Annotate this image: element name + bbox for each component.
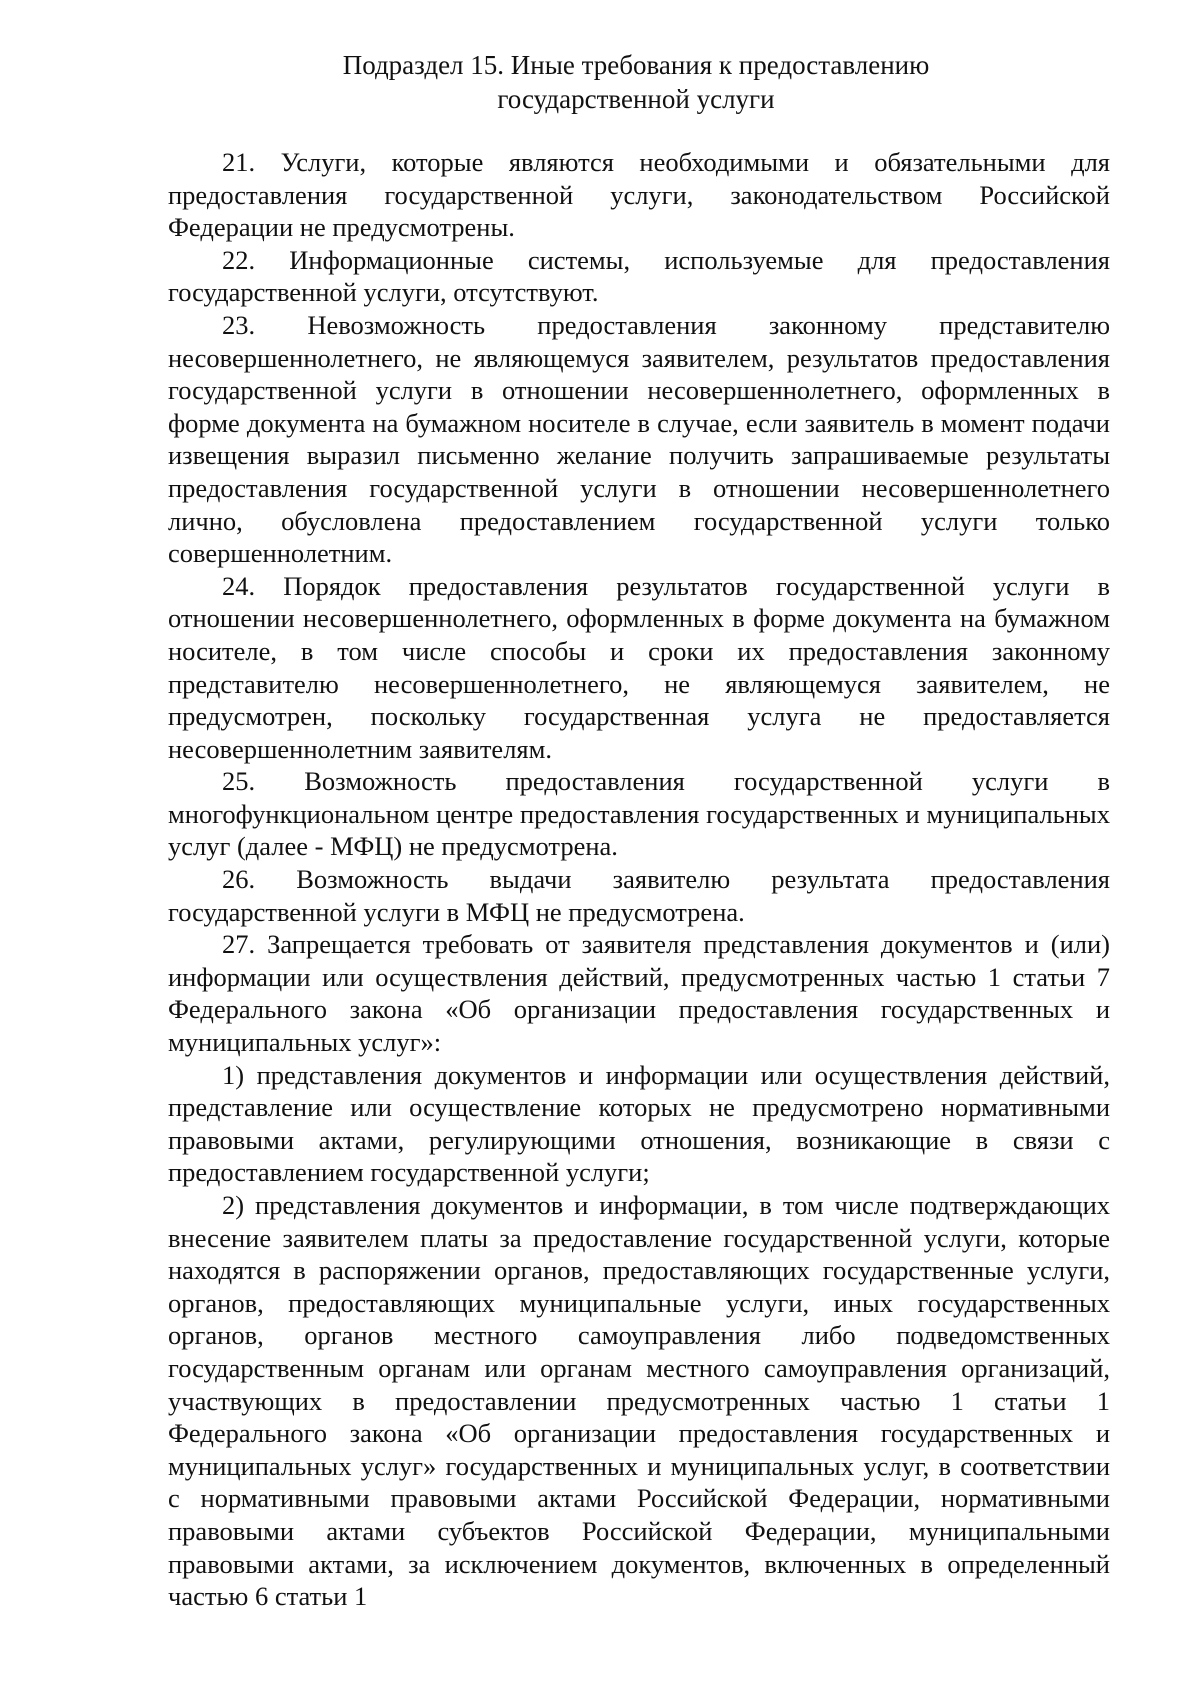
paragraph-26: 26. Возможность выдачи заявителю результата предоставления государственной услуги в МФЦ не предусмотрена. xyxy=(168,864,1110,927)
paragraph-22: 22. Информационные системы, используемые для предоставления государственной услуги, отсутствуют. xyxy=(168,244,1110,308)
section-heading-line-2: государственной услуги xyxy=(497,84,775,114)
paragraph-24: 24. Порядок предоставления результатов государственной услуги в отношении несовершеннолетнего, оформленных в форме документа на бумажном носителе, в том числе способы и сроки их предоставления законному представителю несовершеннолетнего, не являющемуся заявителем, не предусмотрен, поскольку государственная услуга не предоставляется несовершеннолетним заявителям. xyxy=(168,570,1110,764)
paragraph-21: 21. Услуги, которые являются необходимыми и обязательными для предоставления государственной услуги, законодательством Российской Федерации не предусмотрены. xyxy=(168,147,1110,243)
list-item-1: 1) представления документов и информации или осуществления действий, представление или осуществление которых не предусмотрено нормативными правовыми актами, регулирующими отношения, возникающие в связи с предоставлением государственной услуги; xyxy=(168,1059,1110,1188)
paragraph-27: 27. Запрещается требовать от заявителя представления документов и (или) информации или осуществления действий, предусмотренных частью 1 статьи 7 Федерального закона «Об организации предоставления государственных и муниципальных услуг»: xyxy=(168,929,1110,1058)
document-body xyxy=(168,146,1110,1613)
section-heading-line-1: Подраздел 15. Иные требования к предоставлению xyxy=(342,50,930,80)
paragraph-23: 23. Невозможность предоставления законному представителю несовершеннолетнего, не являющемуся заявителем, результатов предоставления государственной услуги в отношении несовершеннолетнего, оформленных в форме документа на бумажном носителе в случае, если заявитель в момент подачи извещения выразил письменно желание получить запрашиваемые результаты предоставления государственной услуги в отношении несовершеннолетнего лично, обусловлена предоставлением государственной услуги только совершеннолетним. xyxy=(168,309,1110,569)
section-heading xyxy=(168,48,1104,116)
list-item-2: 2) представления документов и информации, в том числе подтверждающих внесение заявителем платы за предоставление государственной услуги, которые находятся в распоряжении органов, предоставляющих государственные услуги, органов, предоставляющих муниципальные услуги, иных государственных органов, органов местного самоуправления либо подведомственных государственным органам или органам местного самоуправления организаций, участвующих в предоставлении предусмотренных частью 1 статьи 1 Федерального закона «Об организации предоставления государственных и муниципальных услуг» государственных и муниципальных услуг, в соответствии с нормативными правовыми актами Российской Федерации, нормативными правовыми актами субъектов Российской Федерации, муниципальными правовыми актами, за исключением документов, включенных в определенный частью 6 статьи 1 xyxy=(168,1190,1110,1612)
paragraph-25: 25. Возможность предоставления государственной услуги в многофункциональном центре предоставления государственных и муниципальных услуг (далее - МФЦ) не предусмотрена. xyxy=(168,766,1110,862)
